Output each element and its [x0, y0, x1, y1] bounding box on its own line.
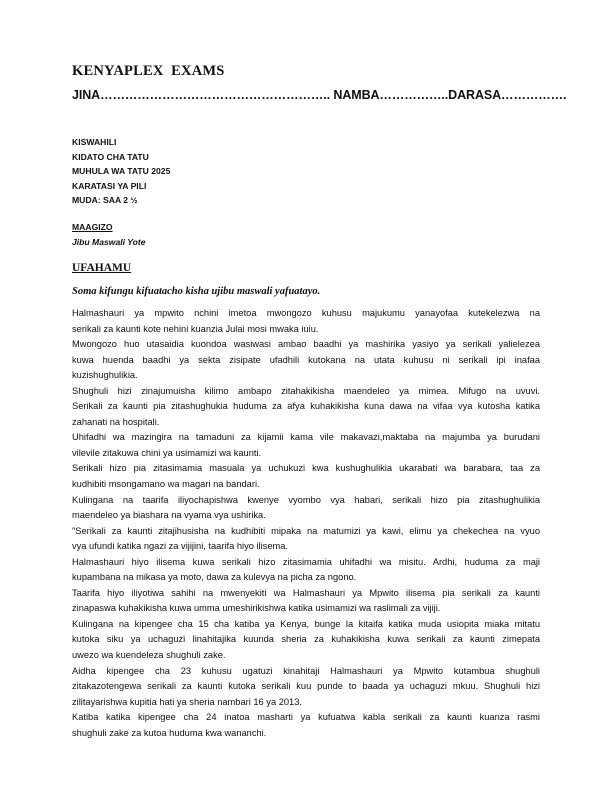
passage-line: vilevile zitakuwa chini ya usimamizi wa kaunti. [72, 447, 262, 458]
section-prompt: Soma kifungu kifuatacho kisha ujibu maswali yafuatayo. [72, 286, 321, 297]
passage-line: serikali za kaunti kote nehini kuanzia Julai mosi mwaka iuiu. [72, 323, 319, 334]
exam-meta [72, 135, 170, 208]
passage-line: Serikali hizo pia zitasimamia masuala ya uchukuzi kwa kushughulikia ukarabati wa barabara, taa za [72, 463, 540, 474]
passage-line: zahanati na hospitali. [72, 416, 160, 427]
passage-line: Uhifadhi wa mazingira na tamaduni za kijamii kama vile makavazi,maktaba na majumba ya burudani [72, 432, 540, 443]
student-details-line: JINA……………………………………………….. NAMBA……………..DARASA……………. [72, 88, 567, 102]
passage-line: uwezo wa kuendeleza shughuli zake. [72, 650, 226, 661]
passage-line: kupambana na mikasa ya moto, dawa za kulevya na picha za ngono. [72, 572, 357, 583]
passage-line: vya ufundi katika ngazi za vijijini, taarifa hiyo ilisema. [72, 541, 288, 552]
passage-line: maendeleo ya biashara na vyama vya ushirika. [72, 510, 266, 521]
subject: KISWAHILI [72, 137, 117, 147]
passage-line: Mwongozo huo utasaidia kuondoa wasiwasi ambao baadhi ya mashirika yasiyo ya serikali yalielezea [72, 339, 540, 350]
passage-line: Shughuli hizi zinajumuisha kilimo ambapo zitahakikisha maendeleo ya mimea. Mifugo na uvuvi. [72, 385, 540, 396]
passage-line: Katiba katika kipengee cha 24 inatoa masharti ya kufuatwa kabla serikali za kaunti kuanza rasmi [72, 712, 540, 723]
passage-line: zinapaswa kuhakikisha kuwa umma umeshirikishwa katika usimamizi wa raslimali za vijiji. [72, 603, 441, 614]
duration: MUDA: SAA 2 ½ [72, 195, 138, 206]
passage [72, 306, 540, 741]
exam-provider-title: KENYAPLEX EXAMS [72, 63, 225, 79]
passage-line: "Serikali za kaunti zitajihusisha na kudhibiti mipaka na matumizi ya kawi, elimu ya chekechea na vyuo [72, 525, 540, 536]
passage-line: Halmashauri hiyo ilisema kuwa serikali hizo zitasimamia uhifadhi wa misitu. Ardhi, huduma za maji [72, 556, 540, 567]
form-level: KIDATO CHA TATU [72, 151, 149, 162]
section-title: UFAHAMU [72, 262, 132, 274]
passage-line: shughuli zake za kutoa huduma kwa wananchi. [72, 727, 267, 738]
passage-line: Serikali za kaunti pia zitashughukia huduma za afya kuhakikisha kuna dawa na vifaa vya kutosha katika [72, 401, 540, 412]
instructions-heading: MAAGIZO [72, 222, 113, 232]
passage-line: kuwa huenda baadhi ya sekta zisipate ufadhili kutokana na utata kuhusu ni serikali ipi inafaa [72, 354, 540, 365]
passage-line: Kulingana na kipengee cha 15 cha katiba ya Kenya, bunge la kitaifa katika muda usiopita miaka mitatu [72, 618, 540, 629]
passage-line: zilitayarishwa kupitia hati ya sheria nambari 16 ya 2013. [72, 696, 302, 707]
passage-line: zitakazotengewa serikali za kaunti kutoka serikali kuu punde to baada ya uchaguzi mkuu. Shughuli hizi [72, 681, 540, 692]
passage-line: kudhibiti msongamano wa magari na bandari. [72, 479, 260, 490]
passage-line: kutoka siku ya uchaguzi linahitajika kuunda sheria za kuhakikisha kuwa serikali za kaunti zimepata [72, 634, 540, 645]
passage-line: Kulingana na taarifa iliyochapishwa kwenye vyombo vya habari, serikali hizo pia zitashughulikia [72, 494, 540, 505]
term: MUHULA WA TATU 2025 [72, 166, 171, 177]
passage-line: Taarifa hiyo iliyotiwa sahihi na mwenyekiti wa Halmashauri ya Mpwito ilisema pia serikali za kaunti [72, 587, 540, 598]
passage-line: kuzishughulikia. [72, 370, 138, 381]
instructions-text: Jibu Maswali Yote [72, 237, 146, 247]
passage-line: Aidha kipengee cha 23 kuhusu ugatuzi kinahitaji Halmashauri ya Mpwito kutambua shughuli [72, 665, 540, 676]
passage-line: Halmashauri ya mpwito nchini imetoa mwongozo kuhusu majukumu yanayofaa kutekelezwa na [72, 308, 540, 318]
paper: KARATASI YA PILI [72, 180, 147, 191]
